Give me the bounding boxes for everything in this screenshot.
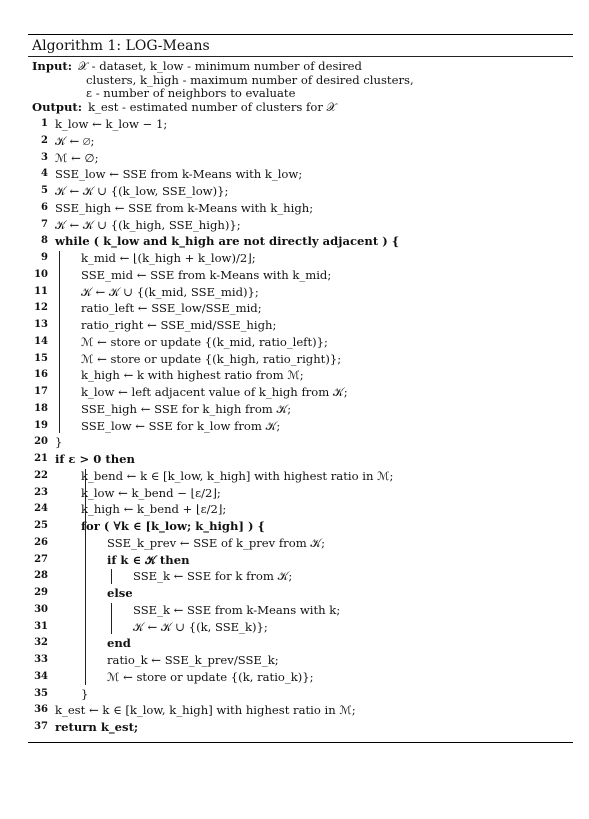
line-text: else [107,586,133,600]
line-text: 𝒦 ← 𝒦 ∪ {(k_high, SSE_high)}; [55,217,241,232]
output-line: k_est - estimated number of clusters for 𝒳 [88,99,337,114]
block-bar [85,469,86,685]
line-number: 26 [34,536,48,548]
block-bar [111,569,112,584]
line-text: k_high ← k with highest ratio from ℳ; [81,368,304,383]
bottom-rule [28,742,573,743]
line-number: 19 [34,419,48,431]
line-text: for ( ∀k ∈ [k_low; k_high] ) { [81,519,265,533]
line-text: end [107,636,131,651]
line-number: 35 [34,687,48,699]
line-text: ratio_k ← SSE_k_prev/SSE_k; [107,653,279,667]
line-number: 10 [34,268,48,280]
line-number: 22 [34,469,48,481]
line-number: 4 [41,168,48,180]
line-number: 14 [34,335,48,347]
line-text: ℳ ← store or update {(k, ratio_k)}; [107,669,314,684]
line-number: 30 [34,603,48,615]
input-line-2: clusters, k_high - maximum number of desired clusters, [86,72,414,87]
input-line-1: 𝒳 - dataset, k_low - minimum number of desired [78,59,362,73]
line-text: } [55,435,63,450]
line-number: 13 [34,319,48,330]
line-text: 𝒦 ← 𝒦 ∪ {(k_low, SSE_low)}; [55,184,229,198]
output-label: Output: [32,99,83,114]
line-number: 21 [34,453,48,464]
line-text: ratio_right ← SSE_mid/SSE_high; [81,318,277,332]
line-text: SSE_k ← SSE from k-Means with k; [133,602,341,617]
line-number: 29 [34,587,48,598]
block-bar [111,603,112,635]
line-number: 2 [41,134,48,146]
line-text: k_low ← k_bend − ⌊ε/2⌋; [81,485,221,500]
line-text: 𝒦 ← 𝒦 ∪ {(k_mid, SSE_mid)}; [81,284,259,299]
algorithm-lines [28,114,573,740]
line-text: ℳ ← ∅; [55,150,99,165]
input-line-3: ε - number of neighbors to evaluate [86,86,296,100]
line-text: k_mid ← ⌊(k_high + k_low)/2⌋; [81,251,256,265]
input-block [28,57,573,114]
line-number: 34 [34,670,48,682]
line-number: 18 [34,402,48,414]
line-number: 33 [34,654,48,665]
line-number: 36 [34,704,48,716]
line-number: 9 [41,252,48,263]
block-bar [59,251,60,433]
input-label: Input: [32,59,73,73]
line-text: ratio_left ← SSE_low/SSE_mid; [81,301,262,316]
line-text: SSE_k ← SSE for k from 𝒦; [133,569,293,584]
line-number: 23 [34,486,48,498]
line-text: SSE_k_prev ← SSE of k_prev from 𝒦; [107,535,326,550]
line-text: SSE_low ← SSE from k-Means with k_low; [55,167,303,182]
line-number: 3 [41,151,48,163]
line-text: ℳ ← store or update {(k_high, ratio_right)}; [81,351,342,366]
line-number: 15 [34,352,48,364]
line-text: ℳ ← store or update {(k_mid, ratio_left)}; [81,334,328,349]
line-number: 37 [34,721,48,732]
line-text: SSE_high ← SSE for k_high from 𝒦; [81,401,292,416]
line-number: 6 [41,201,48,213]
line-number: 32 [34,637,48,649]
line-text: k_high ← k_bend + ⌊ε/2⌋; [81,502,227,517]
line-number: 7 [41,218,48,230]
line-number: 16 [34,369,48,381]
line-text: 𝒦 ← ∅; [55,133,95,148]
line-number: 20 [34,436,48,448]
line-text: return k_est; [55,720,139,734]
line-text: k_low ← k_low − 1; [55,117,168,131]
line-number: 25 [34,520,48,531]
line-text: SSE_low ← SSE for k_low from 𝒦; [81,418,281,433]
line-text: while ( k_low and k_high are not directly adjacent ) { [55,234,400,249]
algorithm-box [28,34,573,740]
line-text: } [81,686,89,701]
algorithm-title: Algorithm 1: LOG-Means [32,38,210,54]
line-text: 𝒦 ← 𝒦 ∪ {(k, SSE_k)}; [133,619,268,634]
line-text: if ε > 0 then [55,452,135,466]
line-number: 17 [34,386,48,397]
line-number: 12 [34,302,48,314]
line-text: SSE_high ← SSE from k-Means with k_high; [55,200,314,215]
line-text: SSE_mid ← SSE from k-Means with k_mid; [81,267,332,282]
line-number: 1 [41,118,48,129]
line-number: 24 [34,503,48,515]
line-text: k_low ← left adjacent value of k_high from 𝒦; [81,385,348,399]
line-number: 5 [41,185,48,196]
line-number: 8 [41,235,48,247]
line-text: if k ∈ 𝒦 then [107,552,190,567]
line-text: k_est ← k ∈ [k_low, k_high] with highest ratio in ℳ; [55,703,356,718]
line-number: 27 [34,553,48,565]
line-number: 11 [34,285,48,297]
line-number: 28 [34,570,48,582]
line-number: 31 [34,620,48,632]
line-text: k_bend ← k ∈ [k_low, k_high] with highest ratio in ℳ; [81,468,394,483]
